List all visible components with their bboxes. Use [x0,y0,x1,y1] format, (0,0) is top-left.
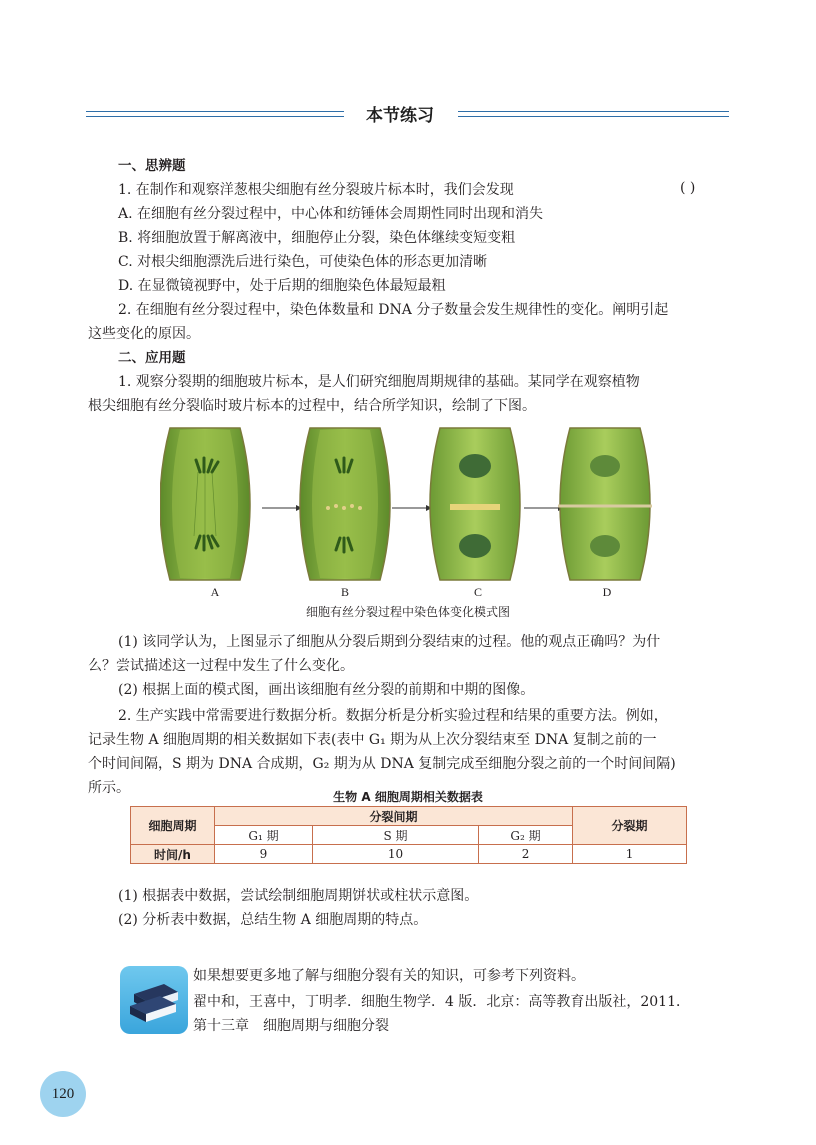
section-title: 本节练习 [366,106,434,126]
table-interphase-header: 分裂间期 [215,807,573,826]
cell-c [430,428,520,580]
app-q2-sub1: (1) 根据表中数据，尝试绘制细胞周期饼状或柱状示意图。 [118,888,479,904]
page-number: 120 [40,1071,86,1117]
mitosis-figure [160,424,660,584]
figure-label-c: C [473,585,482,599]
cell-d [558,428,652,580]
app-q2-line3: 个时间间隔，S 期为 DNA 合成期，G₂ 期为从 DNA 复制完成至细胞分裂之前的一个时间间隔) [88,756,676,772]
figure-label-a: A [210,585,220,599]
q1-option-d: D. 在显微镜视野中，处于后期的细胞染色体最短最粗 [118,278,446,294]
figure-label-d: D [602,585,612,599]
table-mitosis-header: 分裂期 [573,807,687,845]
table-value-s: 10 [313,845,479,864]
books-icon [120,966,188,1034]
app-q1-sub1-line2: 么？尝试描述这一过程中发生了什么变化。 [88,658,354,674]
table-row-header: 细胞周期 [131,807,215,845]
title-rule-left-bottom [86,116,344,117]
table-time-label: 时间/h [131,845,215,864]
q1-option-c: C. 对根尖细胞漂洗后进行染色，可使染色体的形态更加清晰 [118,254,488,270]
app-q2-line2: 记录生物 A 细胞周期的相关数据如下表(表中 G₁ 期为从上次分裂结束至 DNA 复制之前的一 [88,732,657,748]
table-value-g1: 9 [215,845,313,864]
app-q1-line2: 根尖细胞有丝分裂临时玻片标本的过程中，结合所学知识，绘制了下图。 [88,398,536,414]
app-q1-line1: 1. 观察分裂期的细胞玻片标本，是人们研究细胞周期规律的基础。某同学在观察植物 [118,374,640,390]
table-value-mitosis: 1 [573,845,687,864]
app-q1-sub1-line1: (1) 该同学认为，上图显示了细胞从分裂后期到分裂结束的过程。他的观点正确吗？为什 [118,634,661,650]
cell-b [300,428,390,580]
table-phase-g1: G₁ 期 [215,826,313,845]
cell-cycle-table [130,806,687,864]
table-phase-s: S 期 [313,826,479,845]
table-phase-g2: G₂ 期 [479,826,573,845]
app-q1-sub2: (2) 根据上面的模式图，画出该细胞有丝分裂的前期和中期的图像。 [118,682,535,698]
reference-intro: 如果想要更多地了解与细胞分裂有关的知识，可参考下列资料。 [193,968,585,984]
figure-caption: 细胞有丝分裂过程中染色体变化模式图 [305,605,510,619]
q1-answer-paren: ( ) [680,180,696,196]
table-value-g2: 2 [479,845,573,864]
cell-a [160,428,250,580]
reference-chapter: 第十三章 细胞周期与细胞分裂 [193,1018,389,1034]
part2-heading: 二、应用题 [118,350,186,366]
book-icon-box [120,966,188,1034]
q1-option-a: A. 在细胞有丝分裂过程中，中心体和纺锤体会周期性同时出现和消失 [118,206,544,222]
figure-label-b: B [340,585,349,599]
q2-line1: 2. 在细胞有丝分裂过程中，染色体数量和 DNA 分子数量会发生规律性的变化。阐明引起 [118,302,669,318]
q1-option-b: B. 将细胞放置于解离液中，细胞停止分裂，染色体继续变短变粗 [118,230,516,246]
app-q2-line4: 所示。 [88,780,130,796]
title-rule-right-top [458,111,729,112]
table-title: 生物 A 细胞周期相关数据表 [333,790,483,804]
title-rule-right-bottom [458,116,729,117]
part1-heading: 一、思辨题 [118,158,186,174]
app-q2-line1: 2. 生产实践中常需要进行数据分析。数据分析是分析实验过程和结果的重要方法。例如， [118,708,668,724]
title-rule-left-top [86,111,344,112]
q2-line2: 这些变化的原因。 [88,326,200,342]
reference-citation: 翟中和，王喜中，丁明孝．细胞生物学．4 版．北京：高等教育出版社，2011． [193,994,690,1010]
app-q2-sub2: (2) 分析表中数据，总结生物 A 细胞周期的特点。 [118,912,428,928]
q1-stem: 1. 在制作和观察洋葱根尖细胞有丝分裂玻片标本时，我们会发现 [118,182,514,198]
